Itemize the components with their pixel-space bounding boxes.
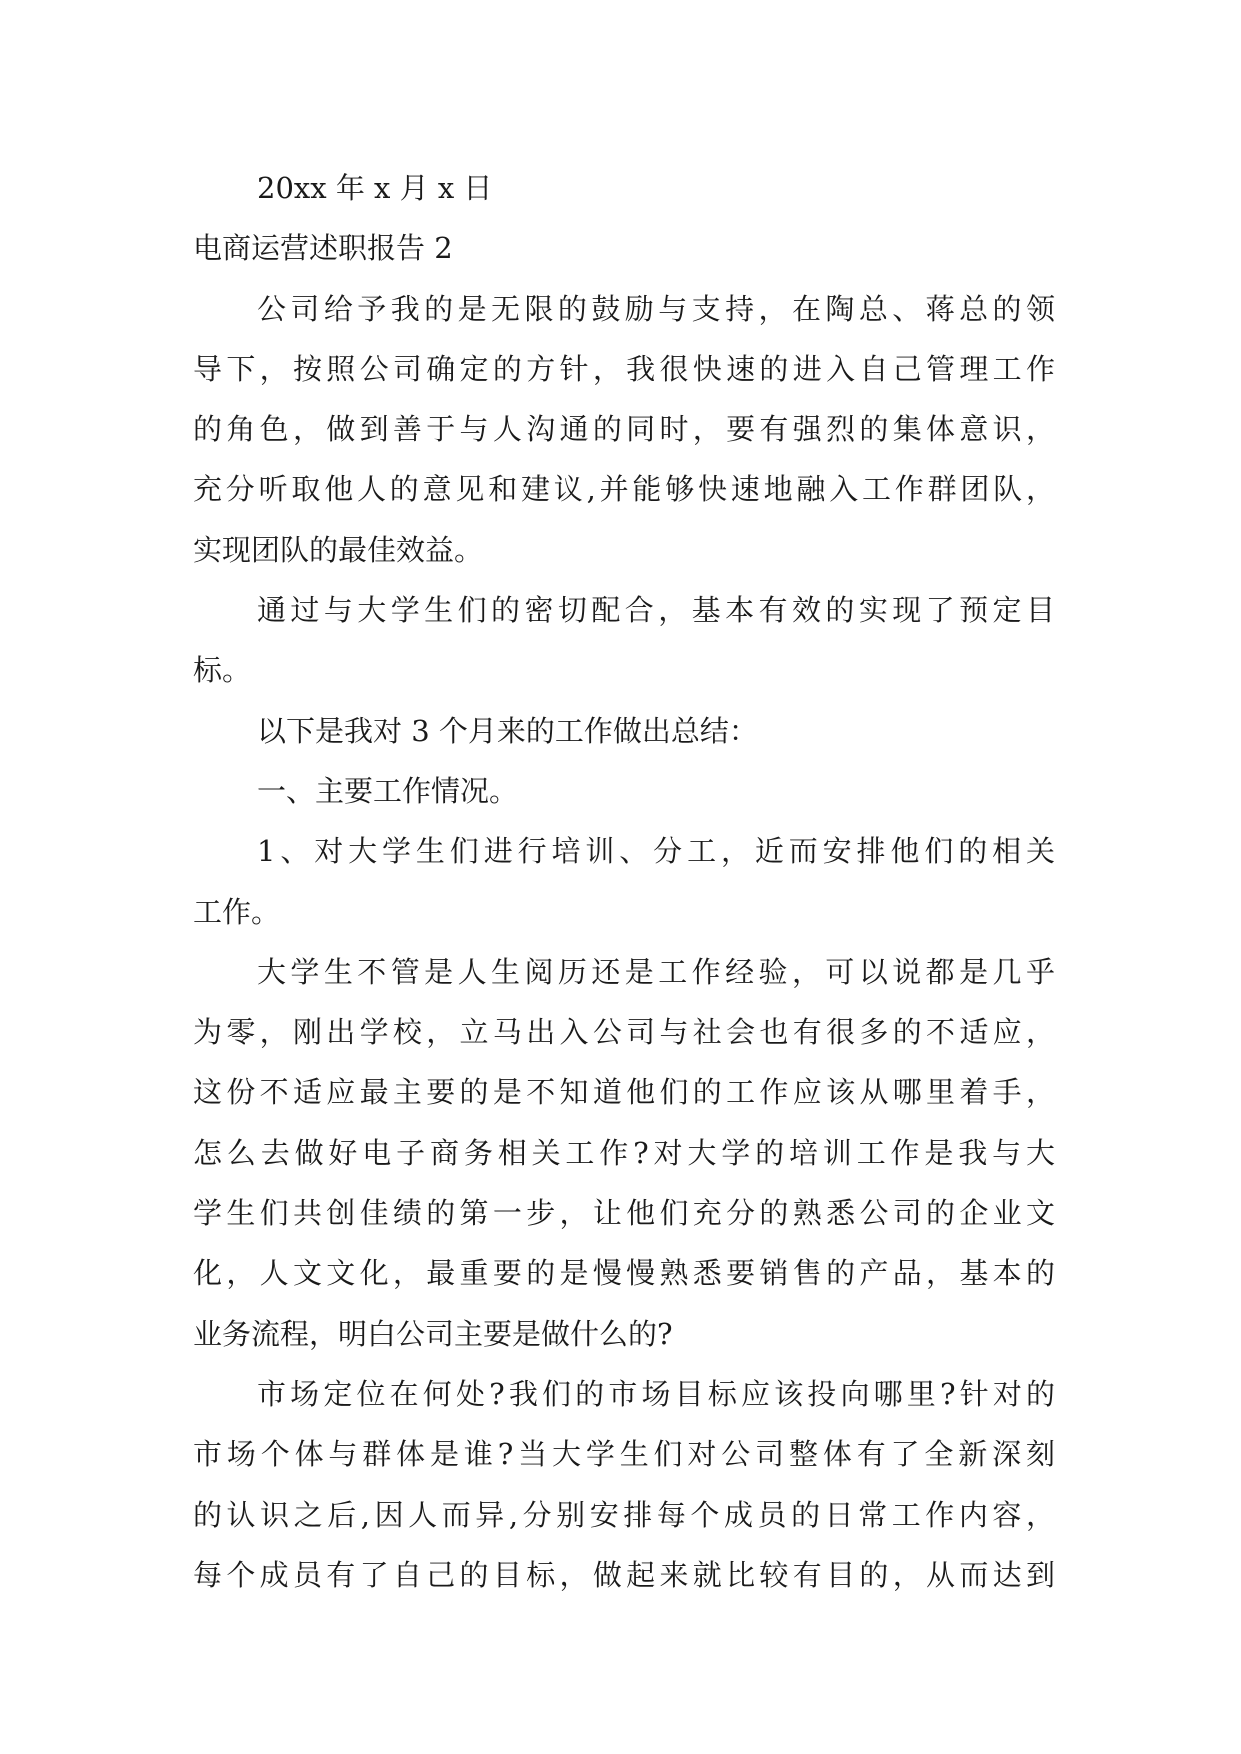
paragraph-line: 市场定位在何处?我们的市场目标应该投向哪里?针对的 — [257, 1376, 1055, 1411]
paragraph-line: 实现团队的最佳效益。 — [193, 532, 484, 567]
date-line: 20xx 年 x 月 x 日 — [257, 171, 493, 205]
document-title: 电商运营述职报告 2 — [193, 231, 453, 266]
paragraph-line: 每个成员有了自己的目标，做起来就比较有目的，从而达到 — [193, 1557, 1055, 1592]
paragraph-line: 大学生不管是人生阅历还是工作经验，可以说都是几乎 — [257, 954, 1055, 989]
paragraph-line: 以下是我对 3 个月来的工作做出总结： — [257, 713, 758, 748]
paragraph-line: 工作。 — [193, 894, 281, 929]
paragraph-line: 公司给予我的是无限的鼓励与支持，在陶总、蒋总的领 — [257, 291, 1055, 326]
section-heading: 一、主要工作情况。 — [257, 773, 519, 808]
paragraph-line: 为零，刚出学校，立马出入公司与社会也有很多的不适应， — [193, 1015, 1055, 1050]
paragraph-line: 市场个体与群体是谁?当大学生们对公司整体有了全新深刻 — [193, 1437, 1055, 1472]
paragraph-line: 的角色，做到善于与人沟通的同时，要有强烈的集体意识， — [193, 412, 1055, 447]
paragraph-line: 导下，按照公司确定的方针，我很快速的进入自己管理工作 — [193, 351, 1055, 386]
document-body — [193, 158, 1055, 1605]
paragraph-line: 怎么去做好电子商务相关工作?对大学的培训工作是我与大 — [193, 1135, 1055, 1170]
paragraph-line: 业务流程，明白公司主要是做什么的? — [193, 1316, 673, 1351]
paragraph-line: 这份不适应最主要的是不知道他们的工作应该从哪里着手， — [193, 1075, 1055, 1110]
paragraph-line: 的认识之后,因人而异,分别安排每个成员的日常工作内容， — [193, 1497, 1055, 1532]
paragraph-line: 学生们共创佳绩的第一步，让他们充分的熟悉公司的企业文 — [193, 1196, 1055, 1231]
paragraph-line: 通过与大学生们的密切配合，基本有效的实现了预定目 — [257, 593, 1055, 628]
paragraph-line: 1、对大学生们进行培训、分工，近而安排他们的相关 — [257, 834, 1055, 869]
paragraph-line: 充分听取他人的意见和建议,并能够快速地融入工作群团队， — [193, 472, 1055, 507]
paragraph-line: 标。 — [193, 653, 252, 688]
paragraph-line: 化，人文文化，最重要的是慢慢熟悉要销售的产品，基本的 — [193, 1256, 1055, 1291]
